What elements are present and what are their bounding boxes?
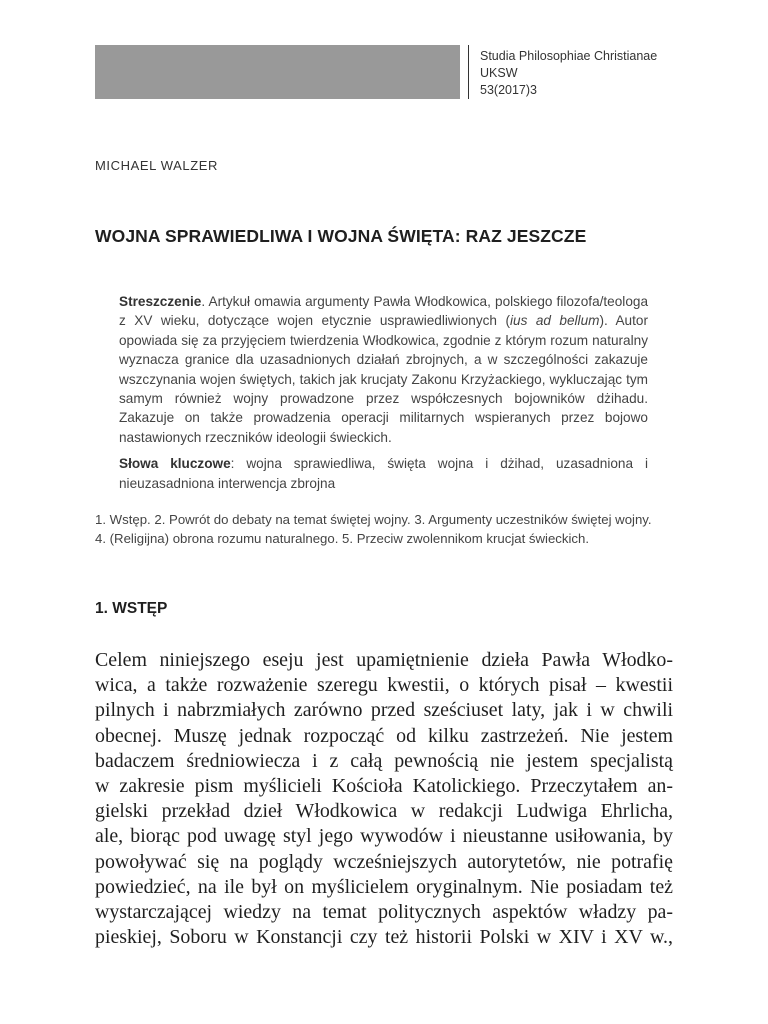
journal-info	[480, 48, 657, 99]
journal-name: Studia Philosophiae Christianae	[480, 49, 658, 63]
keywords-label: Słowa kluczowe	[119, 456, 231, 472]
body-line: obecnej. Muszę jednak rozpocząć od kilku zastrzeżeń. Nie jestem	[95, 724, 673, 747]
body-line: badaczem średniowiecza i z całą pewnością nie jestem specjalistą	[95, 749, 673, 772]
article-title: WOJNA SPRAWIEDLIWA I WOJNA ŚWIĘTA: RAZ JESZCZE	[95, 226, 587, 246]
keywords-text: : wojna sprawiedliwa, święta wojna i dżihad, uzasadniona i nieuzasadniona interwencja zbrojna	[119, 456, 649, 491]
toc-line: 4. (Religijna) obrona rozumu naturalnego. 5. Przeciw zwolennikom krucjat świeckich.	[95, 531, 590, 547]
abstract-text-2: ). Autor opowiada się za przyjęciem twierdzenia Włodkowica, zgodnie z którym rozum naturalny wyznacza granice dla uzasadnionych działań zbrojnych, a w szczególności zakazuje wszczynania wojen świętych, takich jak krucjaty Zakonu Krzyżackiego, wykluczając tym samym również wojny prowadzone przez współczesnych bojowników dżihadu. Zakazuje on także prowadzenia operacji militarnych wspieranych przez bojowo nastawionych rzeczników ideologii świeckich.	[119, 313, 648, 445]
abstract-block	[119, 292, 648, 493]
body-line: ale, biorąc pod uwagę styl jego wywodów i nieustanne usiłowania, by	[95, 825, 673, 848]
section-heading: 1. WSTĘP	[95, 600, 168, 617]
table-of-contents	[95, 510, 675, 549]
body-line: powiedzieć, na ile był on myślicielem oryginalnym. Nie posiadam też	[95, 875, 673, 898]
body-line: pilnych i nabrzmiałych zarówno przed sześciuset laty, jak i w chwili	[95, 699, 673, 722]
abstract-italic: ius ad bellum	[509, 313, 600, 329]
header-gray-bar	[95, 45, 460, 99]
body-line: gielski przekład dzieł Włodkowica w redakcji Ludwiga Ehrlicha,	[95, 800, 673, 823]
body-line: wica, a także rozważenie szeregu kwestii, o których pisał – kwestii	[95, 674, 673, 697]
abstract-label: Streszczenie	[119, 294, 202, 309]
body-line: wystarczającej wiedzy na temat politycznych aspektów władzy pa-	[95, 900, 673, 923]
abstract-paragraph	[119, 292, 648, 447]
journal-issue: 53(2017)3	[480, 83, 537, 97]
toc-line: 1. Wstęp. 2. Powrót do debaty na temat świętej wojny. 3. Argumenty uczestników świętej wojny.	[95, 512, 652, 527]
header-divider	[468, 45, 469, 99]
body-text	[95, 648, 673, 950]
body-line: powoływać się na poglądy wcześniejszych autorytetów, nie potrafię	[95, 850, 673, 873]
keywords-paragraph	[119, 454, 648, 493]
author-name: MICHAEL WALZER	[95, 158, 219, 173]
abstract-text-1: . Artykuł omawia argumenty Pawła Włodkowica, polskiego filozofa/teologa z XV wieku, dotyczące wojen etycznie usprawiedliwionych (	[119, 294, 648, 329]
journal-publisher: UKSW	[480, 66, 518, 80]
body-line: Celem niniejszego eseju jest upamiętnienie dzieła Pawła Włodko-	[95, 649, 673, 671]
body-line: w zakresie pism myślicieli Kościoła Katolickiego. Przeczytałem an-	[95, 774, 673, 797]
body-line: pieskiej, Soboru w Konstancji czy też historii Polski w XIV i XV w.,	[95, 926, 673, 949]
